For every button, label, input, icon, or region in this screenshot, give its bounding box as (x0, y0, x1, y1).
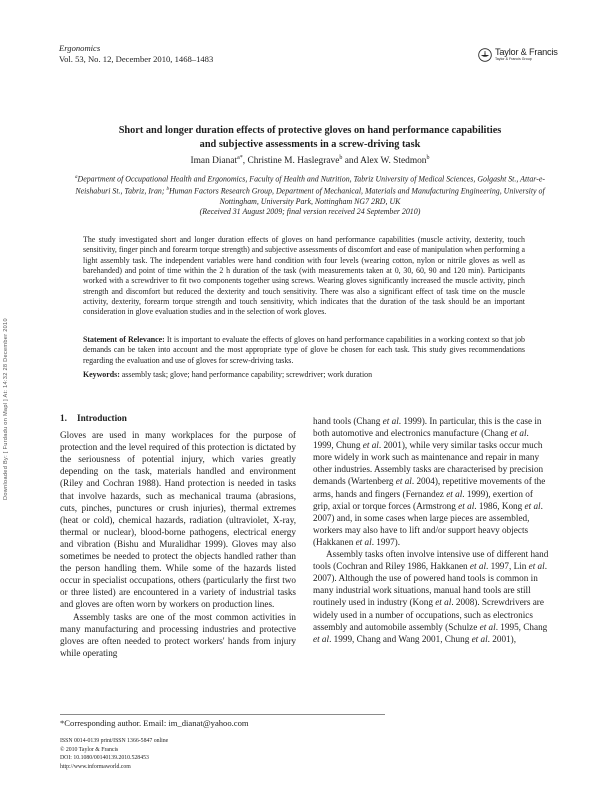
citation-et-al: et al (435, 597, 452, 608)
journal-header (59, 43, 213, 64)
citation-et-al: et al (382, 416, 399, 426)
doi: DOI: 10.1080/00140139.2010.528453 (60, 755, 149, 762)
affiliation-b: Human Factors Research Group, Department of Mechanical, Materials and Manufacturing Engineering, University of Nottingham, University Park, Nottingham NG7 2RD, UK (168, 186, 545, 206)
relevance-text: It is important to evaluate the effects of gloves on hand performance capabilities in a working context so that job demands can be taken into account and the most appropriate type of glove be chosen for each task. This study gives recommendations regarding the evaluation and use of gloves for screw-driving tasks. (83, 335, 525, 365)
publisher-name: Taylor & Francis (495, 47, 558, 57)
journal-citation: Vol. 53, No. 12, December 2010, 1468–1483 (59, 53, 214, 64)
corresponding-author-note: *Corresponding author. Email: im_dianat@yahoo.com (60, 718, 249, 728)
body-column-right (313, 415, 549, 645)
affiliation-mark-b: b (166, 186, 169, 192)
title-line-2: and subjective assessments in a screw-driving task (199, 138, 421, 150)
publisher-group: Taylor & Francis Group (495, 57, 532, 61)
issn: ISSN 0014-0139 print/ISSN 1366-5847 online (60, 738, 169, 744)
author-affiliation-mark: a* (237, 155, 243, 161)
affiliation-a: Department of Occupational Health and Ergonomics, Faculty of Health and Nutrition, Tabriz University of Medical Sciences, Golgasht St., Attar-e-Neishaburi St., Tabriz, Iran; (75, 174, 545, 196)
author-affiliation-mark: b (339, 155, 343, 161)
affiliation-mark-a: a (75, 175, 78, 180)
author-separator: , (242, 156, 248, 167)
affiliations (60, 173, 560, 207)
journal-name: Ergonomics (59, 43, 101, 53)
keywords-text: assembly task; glove; hand performance capability; screwdriver; work duration (119, 370, 373, 379)
author-affiliation-mark: b (426, 155, 430, 161)
abstract: The study investigated short and longer duration effects of gloves on hand performance capabilities (muscle activity, dexterity, touch sensitivity, finger pinch and forearm torque strength) and subjective assessments of discomfort and ease of manipulation when performing a light assembly task. The independent variables were hand condition with four levels (wearing cotton, nylon or nitrile gloves as well as barehanded) and point of time within the 2 h duration of the task (with measurements taken at 0, 30, 60, 90 and 120 min). Participants worked with a screwdriver to fit two components together using screws. Wearing gloves significantly increased the muscle activity, pinch strength and discomfort but reduced the dexterity and touch sensitivity. There was also a significant effect of task time on the muscle activity, dexterity, forearm torque strength and touch sensitivity, which indicates that the duration of the task should be an important consideration in glove evaluation studies and in the selection of work gloves. (83, 235, 525, 317)
citation-et-al: et al (362, 440, 379, 451)
citation-et-al: et al (471, 633, 488, 644)
paragraph: hand tools (Chang et al. 1999). In particular, this is the case in both automotive and electronics manufacture (Chang et al. 1999, Chung et al. 2001), while very similar tasks occur much more widely in work such as maintenance and repair in many other industries. Assembly tasks are characterised by precision demands (Wartenberg et al. 2004), repetitive movements of the arms, hands and fingers (Fernandez et al. 1999), exertion of grip, axial or torque forces (Armstrong et al. 1986, Kong et al. 2007) and, in some cases when large pieces are assembled, workers may also have to lift and/or support heavy objects (Hakkanen et al. 1997). (313, 416, 546, 547)
relevance-label: Statement of Relevance: (83, 335, 165, 344)
paragraph: Assembly tasks often involve intensive use of different hand tools (Cochran and Riley 1986, Hakkanen et al. 1997, Lin et al. 2007). Although the use of powered hand tools is common in many industrial work situations, manual hand tools are still routinely used in industry (Kong et al. 2008). Screwdrivers are widely used in a number of occupations, such as electronics assembly and automobile assembly (Schulze et al. 1995, Chang et al. 1999, Chang and Wang 2001, Chung et al. 2001), (313, 549, 549, 644)
author-separator: and (342, 156, 361, 167)
copyright: © 2010 Taylor & Francis (60, 746, 119, 753)
citation-et-al: et al (469, 561, 486, 572)
paragraph: Gloves are used in many workplaces for the purpose of protection and the level required of this protection is dictated by the seriousness of potential injury, which varies greatly depending on the task, materials handled and environment (Riley and Cochran 1988). Hand protection is needed in tasks that involve hazards, such as mechanical trauma (abrasions, cuts, pinches, punctures or crush injuries), thermal extremes (heat or cold), chemical hazards, radiation (ultraviolet, X-ray, thermal or nuclear), blood-borne pathogens, electrical energy and vibration (Bishu and Muralidhar 1999). Gloves may also sometimes be needed to protect the objects handled rather than the person handling them. While some of the hazards listed occur in specialist occupations, others (particularly the first two or three listed) are encountered in a variety of industrial tasks and gloves are often worn by workers on production lines. (60, 430, 296, 610)
statement-of-relevance (83, 335, 525, 366)
publisher-logo (478, 47, 558, 62)
citation-et-al: et al (479, 621, 496, 632)
section-number: 1. (60, 413, 67, 423)
publisher-url: http://www.informaworld.com (60, 763, 131, 770)
keywords (83, 370, 525, 379)
citation-et-al: et al (395, 476, 412, 487)
article-title (60, 124, 560, 151)
citation-et-al: et al (528, 561, 545, 572)
citation-et-al: et al (355, 536, 372, 547)
publication-info (60, 737, 168, 771)
section-title: Introduction (77, 413, 127, 423)
author-list (60, 155, 560, 166)
keywords-label: Keywords: (83, 370, 120, 379)
section-heading (60, 412, 296, 424)
citation-et-al: et al (458, 500, 475, 511)
title-line-1: Short and longer duration effects of protective gloves on hand performance capabilities (118, 125, 502, 136)
author-name: Alex W. Stedmon (360, 156, 427, 167)
download-watermark: Downloaded By: [ Furdadu on Mapl ] At: 14:32 28 December 2010 (3, 318, 9, 500)
paragraph: Assembly tasks are one of the most common activities in many manufacturing and processing industries and protective gloves are often needed to protect workers' hands from injury while operating (60, 611, 296, 658)
citation-et-al: et al (446, 488, 463, 499)
taylor-francis-lamp-icon (478, 48, 492, 62)
citation-et-al: et al (313, 633, 330, 644)
received-dates: (Received 31 August 2009; final version received 24 September 2010) (199, 207, 421, 216)
footnote-divider (60, 714, 385, 715)
citation-et-al: et al (524, 500, 541, 511)
citation-et-al: et al (510, 428, 527, 439)
author-name: Christine M. Haslegrave (247, 156, 340, 167)
author-name: Iman Dianat (190, 156, 238, 167)
body-column-left (60, 412, 296, 659)
